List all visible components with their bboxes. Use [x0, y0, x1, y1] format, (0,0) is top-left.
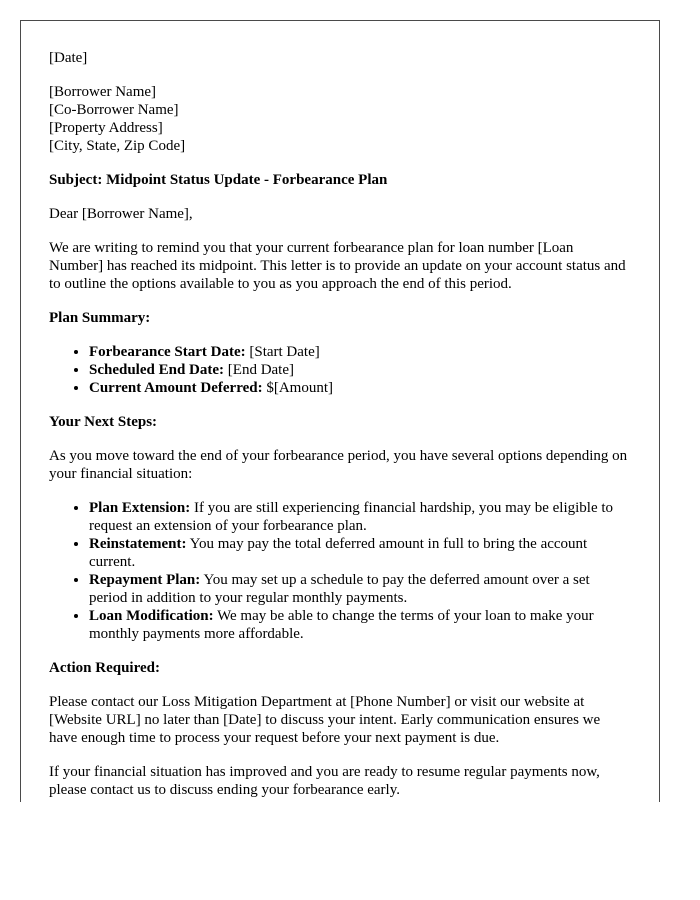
subject-line: Subject: Midpoint Status Update - Forbearance Plan [49, 172, 388, 188]
item-label: Scheduled End Date: [89, 362, 225, 378]
item-value: You may pay the total deferred amount in full to bring the account current. [89, 536, 588, 570]
recipient-address [49, 83, 631, 155]
next-steps-list [49, 499, 631, 643]
city-state-zip: [City, State, Zip Code] [49, 138, 186, 154]
action-required-paragraph: Please contact our Loss Mitigation Department at [Phone Number] or visit our website at [Website URL] no later than [Date] to discuss your intent. Early communication ensures we have enough time to process your request before your next payment is due. [49, 694, 601, 746]
list-item [89, 343, 631, 361]
item-label: Forbearance Start Date: [89, 344, 246, 360]
item-value: [End Date] [224, 362, 294, 378]
closing-paragraph: If your financial situation has improved and you are ready to resume regular payments now, please contact us to discuss ending your forbearance early. [49, 764, 600, 798]
item-label: Plan Extension: [89, 500, 191, 516]
property-address: [Property Address] [49, 120, 163, 136]
item-value: We may be able to change the terms of your loan to make your monthly payments more affordable. [89, 608, 594, 642]
item-label: Loan Modification: [89, 608, 214, 624]
list-item [89, 379, 631, 397]
action-required-heading: Action Required: [49, 660, 160, 676]
co-borrower-name: [Co-Borrower Name] [49, 102, 179, 118]
salutation: Dear [Borrower Name], [49, 206, 193, 222]
item-value: You may set up a schedule to pay the deferred amount over a set period in addition to your regular monthly payments. [89, 572, 590, 606]
next-steps-heading: Your Next Steps: [49, 414, 158, 430]
plan-summary-list [49, 343, 631, 397]
item-label: Repayment Plan: [89, 572, 201, 588]
list-item [89, 361, 631, 379]
item-value: [Start Date] [245, 344, 320, 360]
intro-paragraph: We are writing to remind you that your current forbearance plan for loan number [Loan Number] has reached its midpoint. This letter is to provide an update on your account status and to outline the options available to you as you approach the end of this period. [49, 240, 626, 292]
list-item [89, 607, 631, 643]
item-value: $[Amount] [262, 380, 333, 396]
item-label: Current Amount Deferred: [89, 380, 263, 396]
list-item [89, 535, 631, 571]
letter-date: [Date] [49, 50, 88, 66]
plan-summary-heading: Plan Summary: [49, 310, 151, 326]
next-steps-intro: As you move toward the end of your forbearance period, you have several options depending on your financial situation: [49, 448, 628, 482]
borrower-name: [Borrower Name] [49, 84, 157, 100]
list-item [89, 571, 631, 607]
list-item [89, 499, 631, 535]
item-value: If you are still experiencing financial hardship, you may be eligible to request an extension of your forbearance plan. [89, 500, 614, 534]
item-label: Reinstatement: [89, 536, 187, 552]
letter-page [20, 20, 660, 802]
